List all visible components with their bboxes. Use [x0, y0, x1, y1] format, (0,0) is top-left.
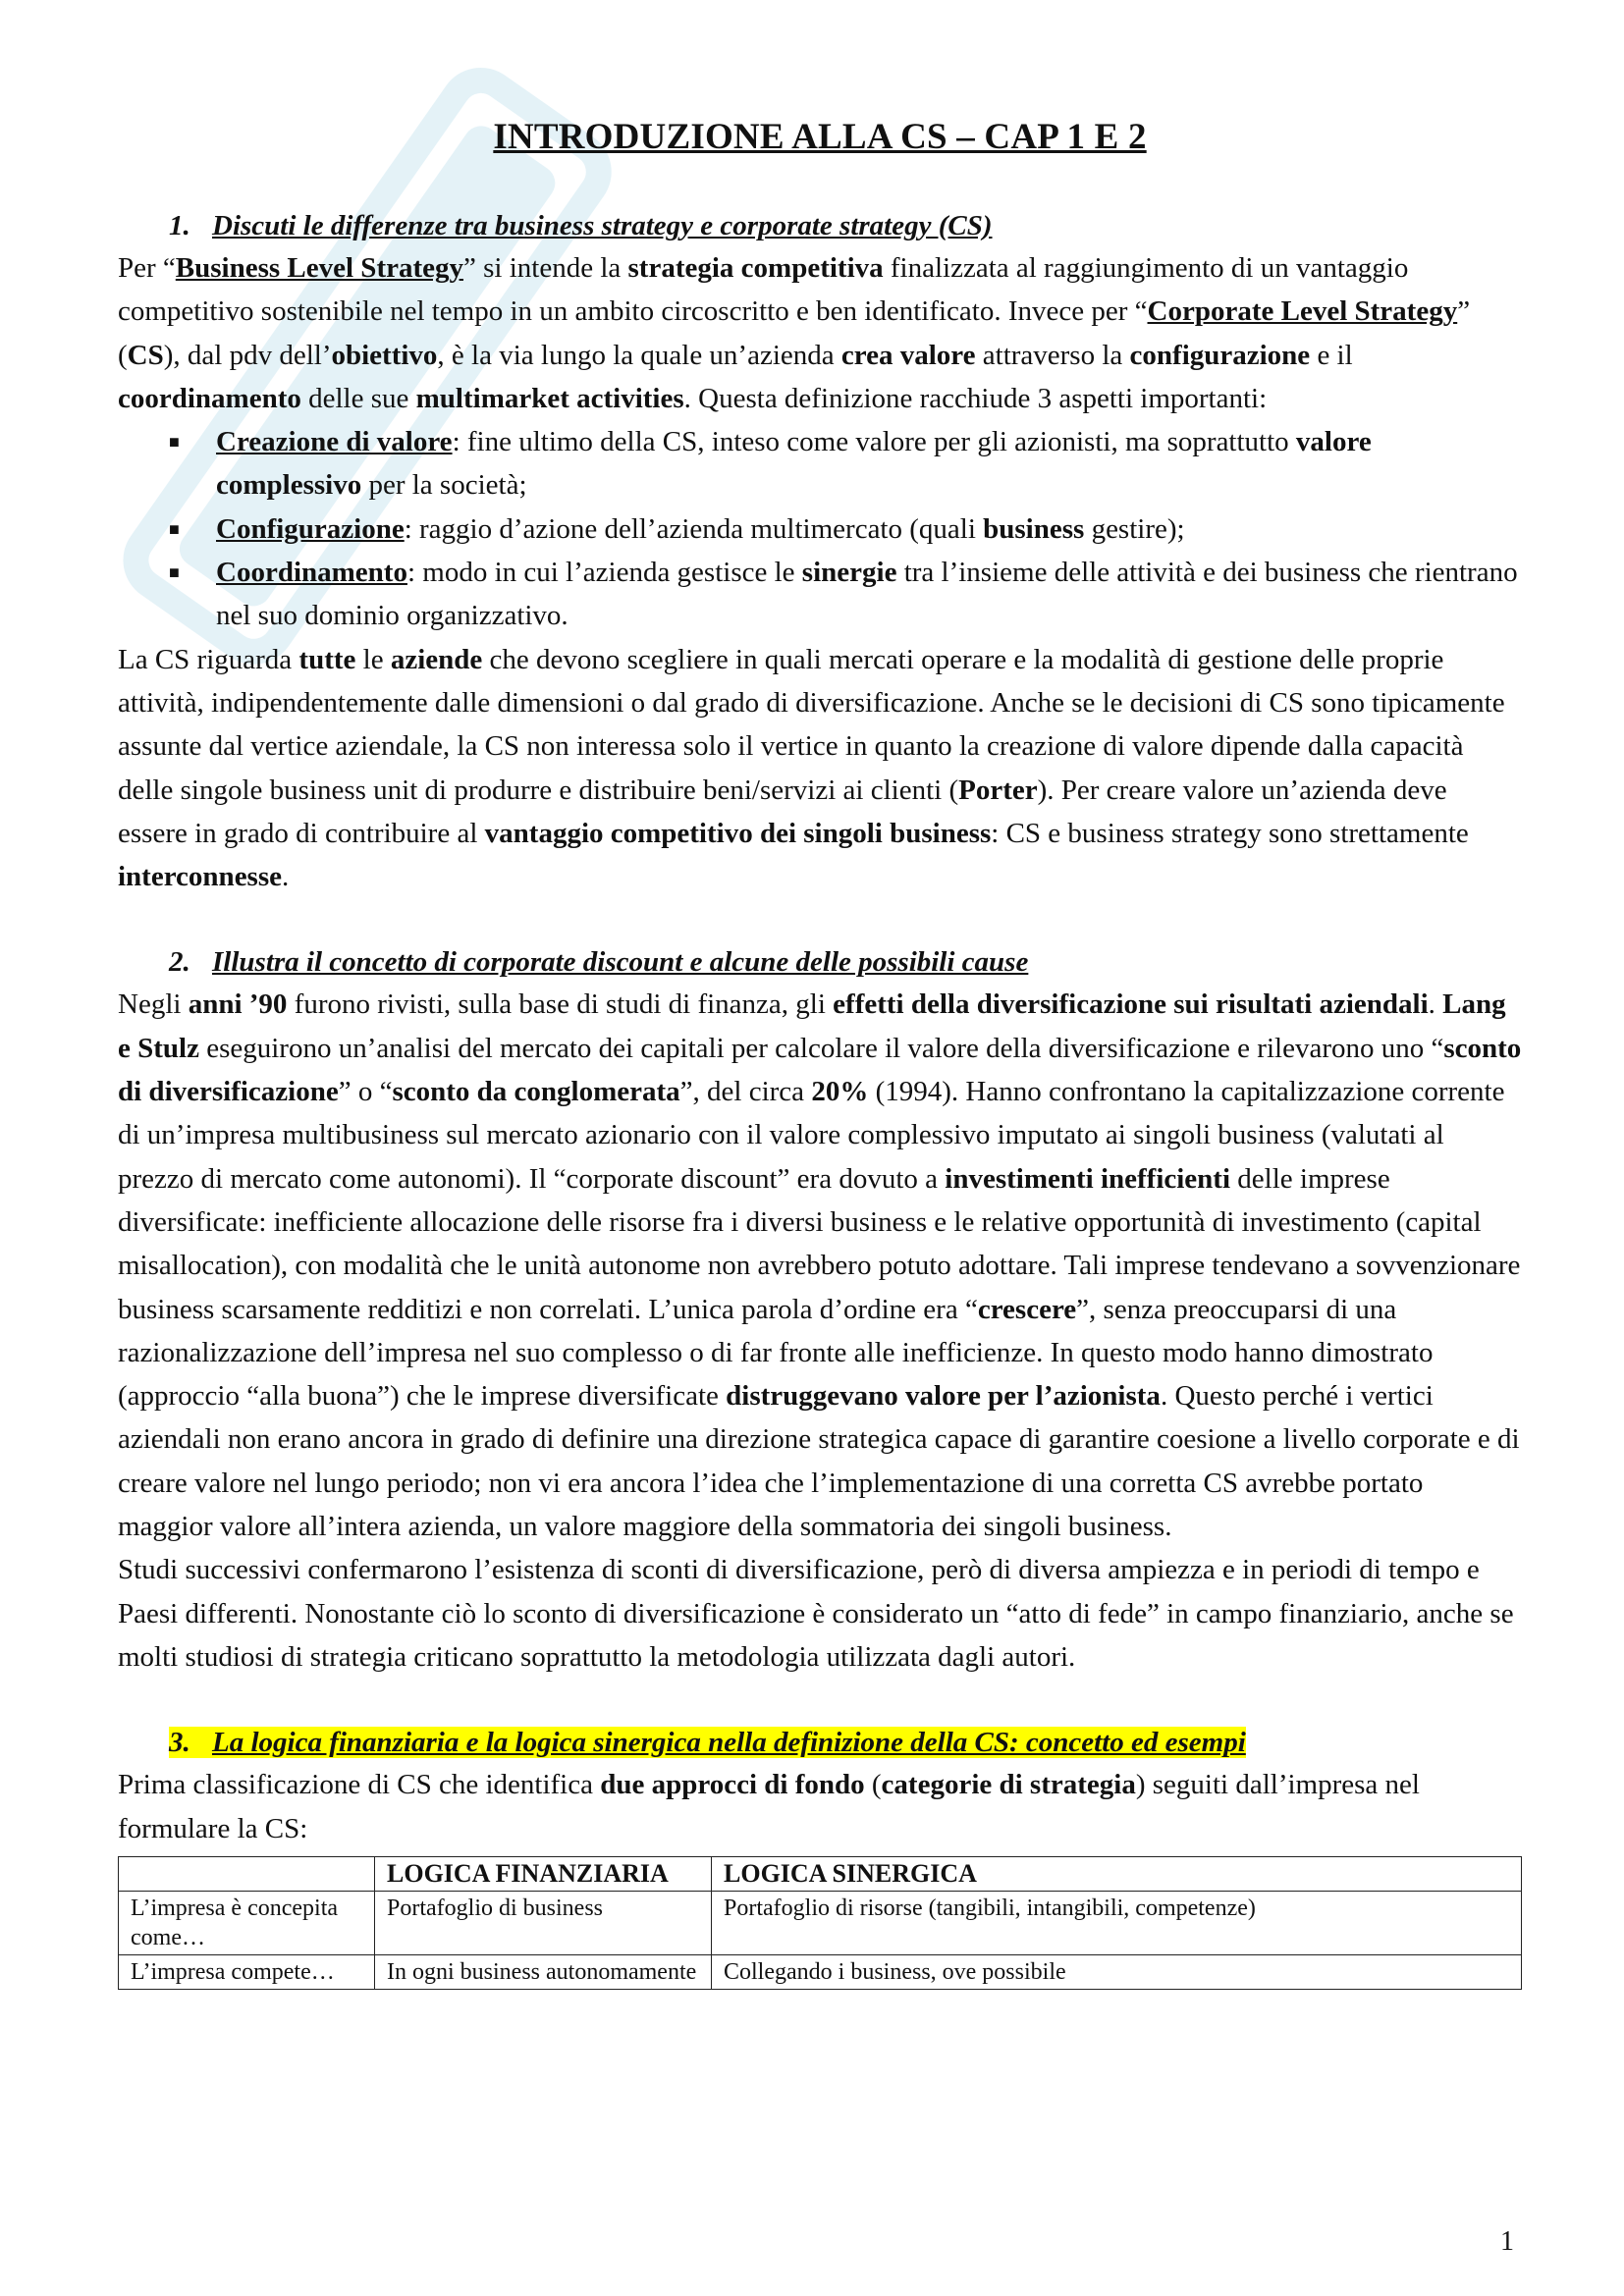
section-1-paragraph-1 [118, 246, 1522, 420]
bold-text-run: Porter [958, 774, 1038, 806]
table-row [119, 1891, 1522, 1954]
table-header-row [119, 1856, 1522, 1891]
text-run: : fine ultimo della CS, inteso come valore per gli azionisti, ma soprattutto [452, 426, 1296, 458]
section-2-heading [118, 941, 1522, 983]
list-item-text [216, 426, 1372, 501]
square-bullet-icon: ■ [169, 562, 180, 583]
square-bullet-icon: ■ [169, 432, 180, 453]
text-run: gestire); [1084, 512, 1185, 545]
bold-text-run: categorie di strategia [881, 1769, 1136, 1801]
text-run: La CS riguarda [118, 643, 299, 675]
text-run: delle imprese diversificate: inefficiente allocazione delle risorse fra i diversi business e le relative opportunità di investimento (capital misallocation), con modalità che le unità autonome non avrebbero potuto adottare. Tali imprese tendevano a sovvenzionare business scarsamente redditizi e non correlati. L’unica parola d’ordine era “ [118, 1162, 1521, 1325]
text-run: per la società; [361, 469, 527, 502]
section-2-number: 2. [169, 946, 190, 979]
text-run: : modo in cui l’azienda gestisce le [406, 557, 802, 589]
bold-text-run: coordinamento [118, 382, 301, 414]
square-bullet-icon: ■ [169, 518, 180, 539]
bold-text-run: Business Level Strategy [175, 252, 463, 284]
bold-text-run: effetti della diversificazione sui risultati aziendali [833, 988, 1429, 1021]
bold-text-run: Configurazione [216, 512, 405, 545]
text-run: ), dal pdv dell’ [163, 339, 332, 371]
text-run: furono rivisti, sulla base di studi di finanza, gli [287, 988, 834, 1021]
bold-text-run: sconto da conglomerata [392, 1076, 680, 1108]
table-cell: L’impresa è concepita come… [119, 1891, 375, 1954]
text-run: eseguirono un’analisi del mercato dei capitali per calcolare il valore della diversificazione e rilevarono uno “ [198, 1032, 1444, 1064]
bold-text-run: interconnesse [118, 861, 283, 893]
section-1-number: 1. [169, 210, 190, 241]
text-run: Negli [118, 988, 189, 1021]
bold-text-run: vantaggio competitivo dei singoli business [484, 817, 992, 849]
bold-text-run: anni ’90 [188, 988, 288, 1021]
text-run: , è la via lungo la quale un’azienda [437, 339, 841, 371]
bold-text-run: investimenti inefficienti [945, 1162, 1231, 1195]
bold-text-run: sinergie [801, 557, 897, 589]
bold-text-run: due approcci di fondo [600, 1769, 865, 1801]
bold-text-run: 20% [811, 1076, 869, 1108]
bold-text-run: valore complessivo [216, 426, 1372, 502]
section-3-highlight [169, 1727, 1246, 1758]
table-cell: Portafoglio di business [375, 1891, 712, 1954]
section-1-bullet-list [118, 420, 1522, 637]
text-run: e il [1310, 339, 1353, 371]
text-run: . Questa definizione racchiude 3 aspetti importanti: [683, 382, 1268, 414]
text-run: le [355, 643, 391, 675]
bold-text-run: obiettivo [331, 339, 438, 371]
bold-text-run: Creazione di valore [216, 426, 453, 458]
table-cell: Collegando i business, ove possibile [712, 1954, 1522, 1989]
bold-text-run: aziende [390, 643, 483, 675]
bold-text-run: business [983, 512, 1085, 545]
list-item [118, 507, 1522, 551]
text-run: ). Per creare valore un’azienda deve essere in grado di contribuire al [118, 774, 1447, 849]
text-run: : raggio d’azione dell’azienda multimercato (quali [404, 512, 984, 545]
table-row [119, 1954, 1522, 1989]
table-header-cell [119, 1856, 375, 1891]
section-1-title: Discuti le differenze tra business strategy e corporate strategy (CS) [212, 210, 993, 241]
bold-text-run: configurazione [1129, 339, 1311, 371]
section-3-number: 3. [169, 1727, 190, 1759]
text-run: ” o “ [338, 1076, 393, 1108]
table-cell: Portafoglio di risorse (tangibili, intangibili, competenze) [712, 1891, 1522, 1954]
bold-text-run: distruggevano valore per l’azionista [726, 1380, 1161, 1413]
text-run: Prima classificazione di CS che identifica [118, 1769, 601, 1801]
section-2-paragraph-2: Studi successivi confermarono l’esistenza di sconti di diversificazione, però di diversa ampiezza e in periodi di tempo e Paesi differenti. Nonostante ciò lo sconto di diversificazione è considerato un “atto di fede” in campo finanziario, anche se molti studiosi di strategia criticano soprattutto la metodologia utilizzata dagli autori. [118, 1554, 1514, 1673]
section-3-heading [118, 1722, 1522, 1763]
table-header-cell: LOGICA SINERGICA [712, 1856, 1522, 1891]
text-run: attraverso la [975, 339, 1130, 371]
text-run: : CS e business strategy sono strettamente [991, 817, 1469, 849]
section-1-heading [118, 205, 1522, 246]
document-content [118, 116, 1522, 1990]
bold-text-run: crescere [977, 1293, 1077, 1325]
page-number: 1 [1500, 2226, 1514, 2257]
bold-text-run: Corporate Level Strategy [1147, 295, 1458, 328]
text-run: ) seguiti dall’impresa nel formulare la CS: [118, 1769, 1420, 1844]
text-run: ” si intende la [463, 252, 628, 284]
section-1-paragraph-2 [118, 638, 1522, 899]
text-run: Per “ [118, 252, 176, 284]
text-run: tra l’insieme delle attività e dei business che rientrano nel suo dominio organizzativo. [216, 557, 1518, 632]
text-run: . [282, 861, 290, 893]
text-run: . Questo perché i vertici aziendali non erano ancora in grado di definire una direzione strategica capace di garantire coesione a livello corporate e di creare valore nel lungo periodo; non vi era ancora l’idea che l’implementazione di una corretta CS avrebbe portato maggior valore all’intera azienda, un valore maggiore della sommatoria dei singoli business. [118, 1380, 1520, 1543]
table-header-cell: LOGICA FINANZIARIA [375, 1856, 712, 1891]
text-run: . [1428, 988, 1443, 1021]
section-3-paragraph-1 [118, 1763, 1522, 1850]
section-3-title: La logica finanziaria e la logica sinergica nella definizione della CS: concetto ed esempi [212, 1727, 1246, 1759]
bold-text-run: strategia competitiva [627, 252, 884, 284]
text-run: ”, del circa [679, 1076, 812, 1108]
section-2-title: Illustra il concetto di corporate discount e alcune delle possibili cause [212, 946, 1029, 979]
text-run: ( [864, 1769, 882, 1801]
text-run: (1994). Hanno confrontano la capitalizzazione corrente di un’impresa multibusiness sul mercato azionario con il valore complessivo imputato ai singoli business (valutati al prezzo di mercato come autonomi). Il “corporate discount” era dovuto a [118, 1076, 1505, 1195]
bold-text-run: Lang e Stulz [118, 988, 1506, 1064]
page-title: INTRODUZIONE ALLA CS – CAP 1 E 2 [493, 117, 1147, 157]
table-cell: In ogni business autonomamente [375, 1954, 712, 1989]
bold-text-run: CS [127, 339, 164, 371]
bold-text-run: Coordinamento [216, 557, 407, 589]
bold-text-run: crea valore [840, 339, 976, 371]
section-2-paragraph-1 [118, 983, 1522, 1548]
bold-text-run: multimarket activities [415, 382, 684, 414]
text-run: ” ( [118, 295, 1471, 371]
list-item-text [216, 513, 1185, 545]
table-cell: L’impresa compete… [119, 1954, 375, 1989]
text-run: finalizzata al raggiungimento di un vantaggio competitivo sostenibile nel tempo in un ambito circoscritto e ben identificato. Invece per “ [118, 252, 1409, 328]
text-run: ”, senza preoccuparsi di una razionalizzazione dell’impresa nel suo complesso o di far fronte alle inefficienze. In questo modo hanno dimostrato (approccio “alla buona”) che le imprese diversificate [118, 1293, 1434, 1413]
text-run: che devono scegliere in quali mercati operare e la modalità di gestione delle proprie attività, indipendentemente dalle dimensioni o dal grado di diversificazione. Anche se le decisioni di CS sono tipicamente assunte dal vertice aziendale, la CS non interessa solo il vertice in quanto la creazione di valore dipende dalla capacità delle singole business unit di produrre e distribuire beni/servizi ai clienti ( [118, 643, 1505, 806]
logic-comparison-table [118, 1856, 1522, 1990]
bold-text-run: sconto di diversificazione [118, 1032, 1522, 1108]
list-item [118, 420, 1522, 507]
bold-text-run: tutte [298, 643, 356, 675]
list-item [118, 551, 1522, 638]
text-run: delle sue [300, 382, 416, 414]
list-item-text [216, 557, 1518, 631]
